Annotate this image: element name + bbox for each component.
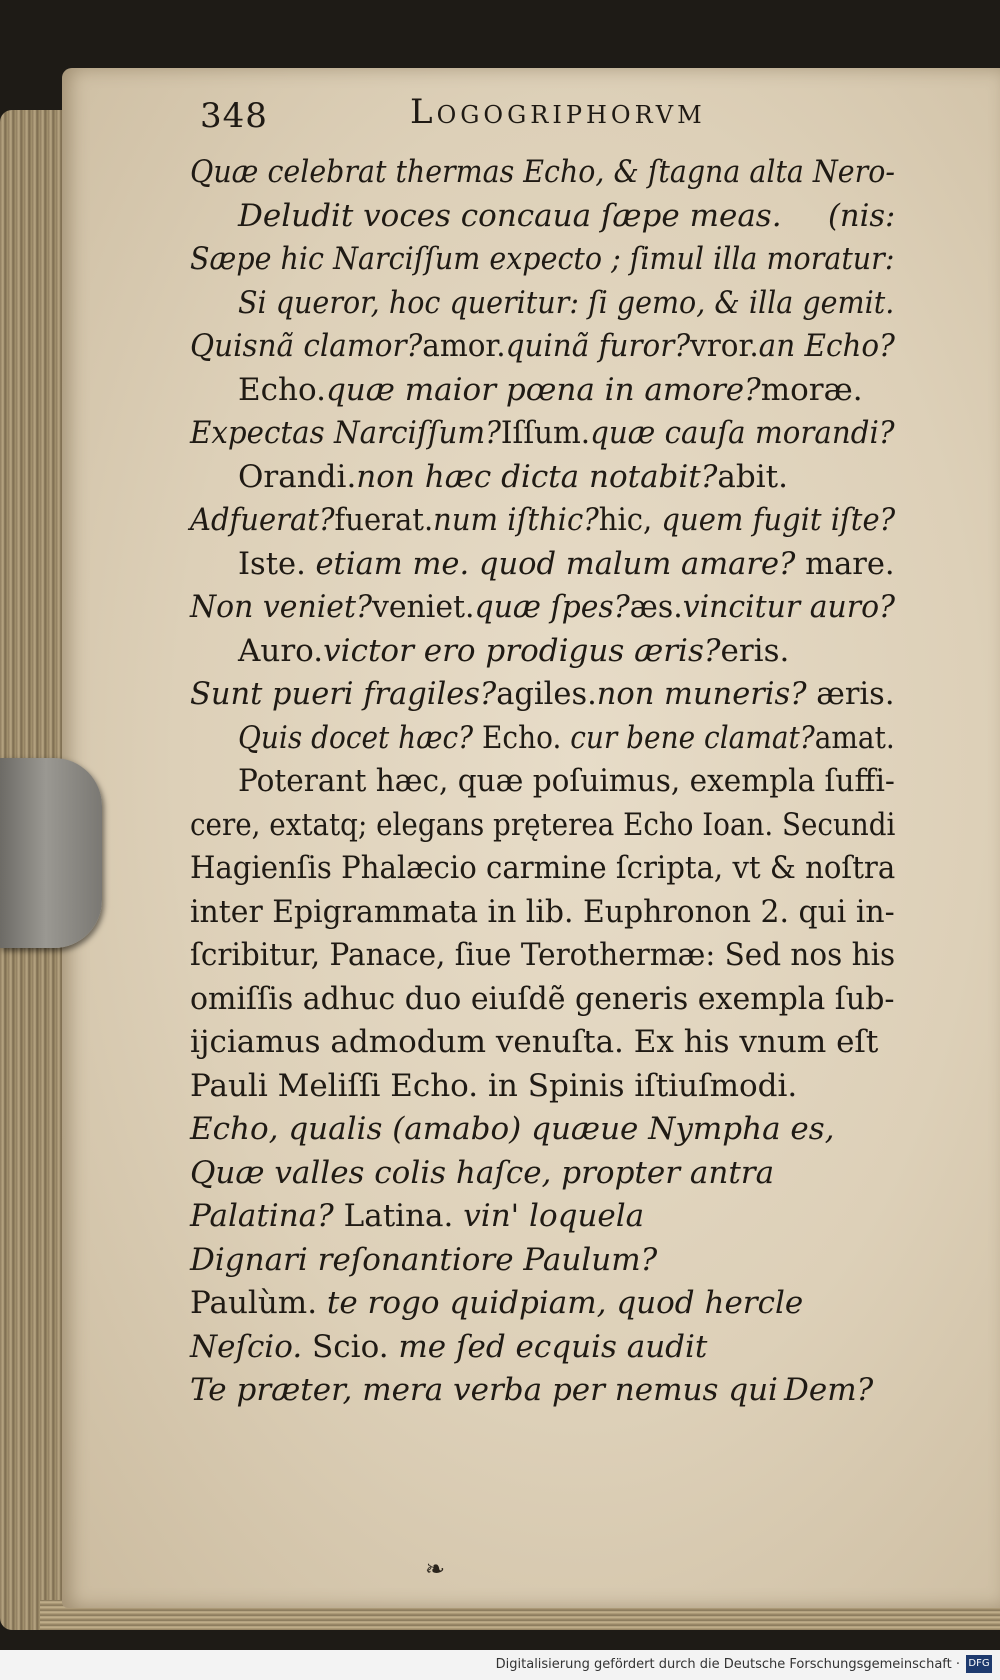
- footer-credit: Digitalisierung gefördert durch die Deutsche Forschungsgemeinschaft ·: [495, 1657, 960, 1672]
- roman-segment: inter Epigrammata in lib. Euphronon 2. qui in-: [190, 893, 895, 930]
- text-line: [238, 718, 895, 762]
- text-line: [190, 674, 895, 718]
- page-number: 348: [200, 96, 268, 136]
- roman-segment: Iſſum.: [500, 415, 591, 451]
- text-line: [190, 1283, 803, 1327]
- roman-segment: Latina.: [333, 1198, 454, 1234]
- text-line: [190, 935, 895, 979]
- text-line: [190, 1109, 835, 1153]
- italic-segment: Expectas Narciſſum?: [190, 415, 501, 451]
- roman-segment: eris.: [720, 632, 790, 669]
- roman-segment: Iste.: [238, 545, 306, 582]
- italic-segment: quinã furor?: [505, 328, 691, 364]
- text-line: [238, 761, 895, 805]
- roman-segment: Echo.: [238, 371, 326, 408]
- digitization-footer: [0, 1650, 1000, 1680]
- text-line: [238, 196, 782, 240]
- italic-segment: non hæc dicta notabit?: [356, 458, 718, 495]
- text-line: [190, 500, 895, 544]
- roman-segment: Auro.: [238, 632, 324, 669]
- roman-segment: ijciamus admodum venuſta. Ex his vnum eſt: [190, 1024, 879, 1060]
- italic-segment: victor ero prodigus æris?: [323, 632, 721, 669]
- italic-segment: me ſed ecquis audit: [388, 1328, 708, 1365]
- roman-segment: vror.: [690, 328, 759, 364]
- text-line: [238, 457, 788, 501]
- text-line: [190, 1022, 878, 1066]
- roman-segment: abit.: [717, 458, 788, 495]
- text-line: [190, 1240, 657, 1284]
- italic-segment: an Echo?: [758, 328, 895, 364]
- roman-segment: Pauli Meliſſi Echo. in Spinis iſtiuſmodi.: [190, 1067, 798, 1104]
- roman-segment: Paulùm.: [190, 1285, 318, 1321]
- roman-segment: veniet.: [371, 589, 475, 625]
- italic-segment: Sunt pueri fragiles?: [190, 676, 497, 712]
- roman-segment: fuerat.: [334, 502, 434, 538]
- roman-segment: Poterant hæc, quæ poſuimus, exempla ſuffi-: [238, 763, 895, 799]
- italic-segment: quæ maior pœna in amore?: [325, 371, 761, 408]
- italic-segment: vincitur auro?: [682, 589, 896, 625]
- page-clip: [0, 758, 102, 948]
- text-line: [190, 892, 895, 936]
- italic-segment: Si queror, hoc queritur: ſi gemo, & illa gemit.: [238, 284, 895, 321]
- roman-segment: Orandi.: [238, 458, 357, 495]
- italic-segment: Adfuerat?: [190, 502, 335, 538]
- text-line: [190, 1066, 797, 1110]
- italic-segment: quæ ſpes?: [474, 589, 630, 625]
- roman-segment: moræ.: [760, 371, 863, 408]
- text-line: [238, 370, 863, 414]
- italic-segment: te rogo quidpiam, quod hercle: [317, 1285, 804, 1321]
- italic-segment: Deludit voces concaua ſæpe meas.: [238, 197, 782, 234]
- text-line: [190, 1196, 644, 1240]
- line-tail: Dem?: [784, 1372, 874, 1408]
- text-line: [238, 283, 894, 327]
- roman-segment: amor.: [422, 328, 506, 364]
- italic-segment: Neſcio.: [190, 1328, 303, 1365]
- text-line: [190, 326, 895, 370]
- roman-segment: agiles.: [496, 676, 597, 712]
- text-line: [190, 979, 895, 1023]
- italic-segment: Quæ valles colis haſce, propter antra: [190, 1154, 775, 1191]
- italic-segment: Quis docet hæc?: [238, 719, 474, 756]
- italic-segment: Dignari reſonantiore Paulum?: [190, 1241, 658, 1278]
- roman-segment: Hagienſis Phalæcio carmine ſcripta, vt & noſtra: [190, 850, 896, 886]
- italic-segment: quem fugit iſte?: [652, 502, 896, 538]
- dfg-logo: DFG: [966, 1655, 992, 1673]
- roman-segment: cere, extatq; elegans pręterea Echo Ioan. Secundi: [190, 806, 896, 843]
- italic-segment: quæ cauſa morandi?: [590, 415, 895, 451]
- ornament: ❧: [425, 1555, 446, 1583]
- roman-segment: mare.: [795, 545, 895, 582]
- page-header: [200, 92, 820, 142]
- running-title: Logogriphorvm: [410, 92, 706, 132]
- text-line: [190, 239, 894, 283]
- roman-segment: Scio.: [302, 1328, 389, 1365]
- roman-segment: amat.: [814, 719, 895, 756]
- text-line: [190, 587, 895, 631]
- line-tail: (nis:: [828, 197, 896, 234]
- italic-segment: etiam me. quod malum amare?: [305, 545, 796, 582]
- italic-segment: Quæ celebrat thermas Echo, & ſtagna alta Nero-: [190, 154, 896, 190]
- text-line: [190, 152, 895, 196]
- italic-segment: Non veniet?: [190, 589, 372, 625]
- text-line: [238, 544, 895, 588]
- text-line: [190, 848, 895, 892]
- italic-segment: Sæpe hic Narciſſum expecto ; ſimul illa moratur:: [190, 241, 895, 277]
- roman-segment: æris.: [806, 676, 895, 712]
- italic-segment: num iſthic?: [433, 502, 599, 538]
- italic-segment: Te præter, mera verba per nemus qui: [190, 1372, 778, 1408]
- text-line: [190, 805, 895, 849]
- text-line: [190, 413, 895, 457]
- italic-segment: vin' loquela: [453, 1198, 645, 1234]
- roman-segment: hic,: [598, 502, 653, 538]
- italic-segment: Palatina?: [190, 1198, 334, 1234]
- roman-segment: ſcribitur, Panace, ſiue Terothermæ: Sed nos his: [190, 937, 896, 973]
- italic-segment: non muneris?: [596, 676, 807, 712]
- italic-segment: cur bene clamat?: [561, 719, 815, 756]
- roman-segment: æs.: [629, 589, 683, 625]
- italic-segment: Echo, qualis (amabo) quæue Nympha es,: [190, 1111, 835, 1147]
- text-line: [190, 1153, 774, 1197]
- italic-segment: Quisnã clamor?: [190, 328, 423, 364]
- text-line: [190, 1370, 778, 1414]
- text-line: [190, 1327, 707, 1371]
- roman-segment: Echo.: [473, 719, 562, 756]
- text-line: [238, 631, 789, 675]
- roman-segment: omiſſis adhuc duo eiuſdẽ generis exempla ſub-: [190, 980, 895, 1017]
